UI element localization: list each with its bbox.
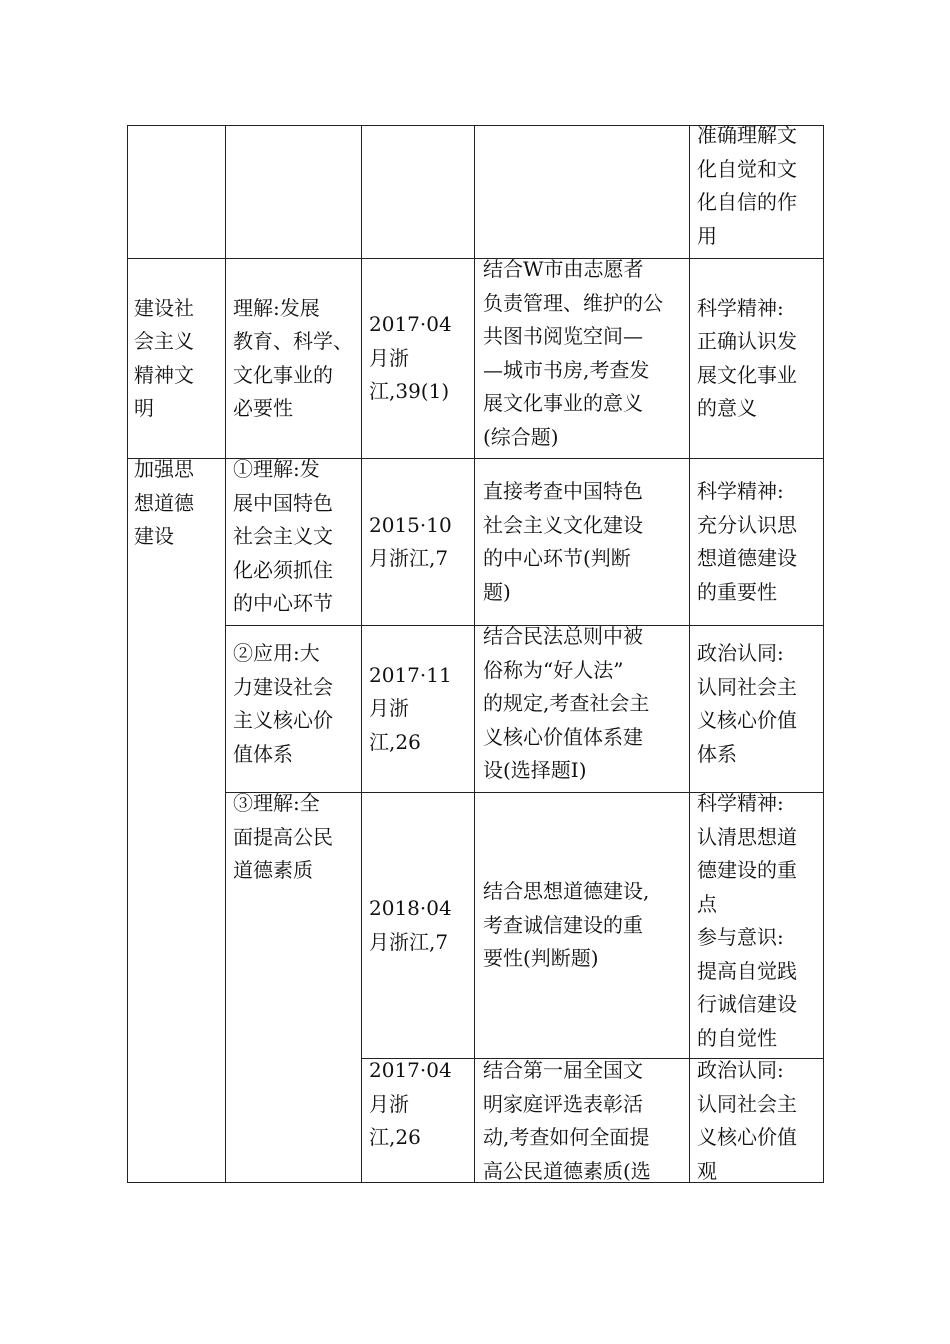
row1-section-cell [134,259,224,458]
row2-section-cell: 加强思 想道德 建设 [134,457,194,548]
row1-section: 建设社 会主义 精神文 明 [134,295,194,420]
row3-exam: 2017·11 月浙 江,26 [369,662,452,754]
row4-literacy-cell: 科学精神: 认清思想道 德建设的重 点 参与意识: 提高自觉践 行诚信建设 的自觉性 [697,791,797,1050]
row2-description: 直接考查中国特色 社会主义文化建设 的中心环节(判断 题) [483,479,643,604]
row1-literacy-cell [697,259,823,458]
grid-line [225,125,226,1183]
row4-description: 结合思想道德建设, 考查诚信建设的重 要性(判断题) [483,879,650,971]
row2-literacy-cell [697,459,823,625]
row4-requirement-cell: ③理解:全 面提高公民 道德素质 [233,791,333,882]
row5-description-cell: 结合第一届全国文 明家庭评选表彰活 动,考查如何全面提 高公民道德素质(选 [483,1058,651,1183]
grid-line [689,125,690,1183]
row2-exam-cell [369,459,474,625]
row1-requirement: 理解:发展 教育、科学、 文化事业的 必要性 [233,295,353,420]
row4-description-cell [483,793,689,1058]
grid-line [127,125,128,1183]
row4-exam-cell [369,793,474,1058]
row3-exam-cell [369,626,474,792]
row2-literacy: 科学精神: 充分认识思 想道德建设 的重要性 [697,479,797,604]
row2-requirement-cell: ①理解:发 展中国特色 社会主义文 化必须抓住 的中心环节 [233,457,333,615]
row1-exam: 2017·04 月浙 江,39(1) [369,312,452,404]
row2-exam: 2015·10 月浙江,7 [369,512,452,570]
row1-requirement-cell [233,259,361,458]
row1-description-cell: 结合W市由志愿者 负责管理、维护的公 共图书阅览空间— —城市书房,考查发 展文化事业的意义 (综合题) [483,257,663,449]
grid-line [474,125,475,1183]
row1-literacy: 科学精神: 正确认识发 展文化事业 的意义 [697,295,797,420]
row0-literacy-cell: 准确理解文 化自觉和文 化自信的作 用 [697,123,797,248]
grid-line [823,125,824,1183]
row3-literacy-cell: 政治认同: 认同社会主 义核心价值 体系 [697,641,797,766]
grid-line [361,125,362,1183]
row5-literacy-cell: 政治认同: 认同社会主 义核心价值 观 [697,1058,797,1183]
row4-exam: 2018·04 月浙江,7 [369,896,452,954]
row5-exam-cell: 2017·04 月浙 江,26 [369,1058,452,1149]
row3-requirement-cell: ②应用:大 力建设社会 主义核心价 值体系 [233,641,333,766]
row1-exam-cell [369,259,474,458]
row3-description-cell: 结合民法总则中被 俗称为“好人法” 的规定,考查社会主 义核心价值体系建 设(选择题Ⅰ) [483,624,650,782]
row2-description-cell [483,459,689,625]
